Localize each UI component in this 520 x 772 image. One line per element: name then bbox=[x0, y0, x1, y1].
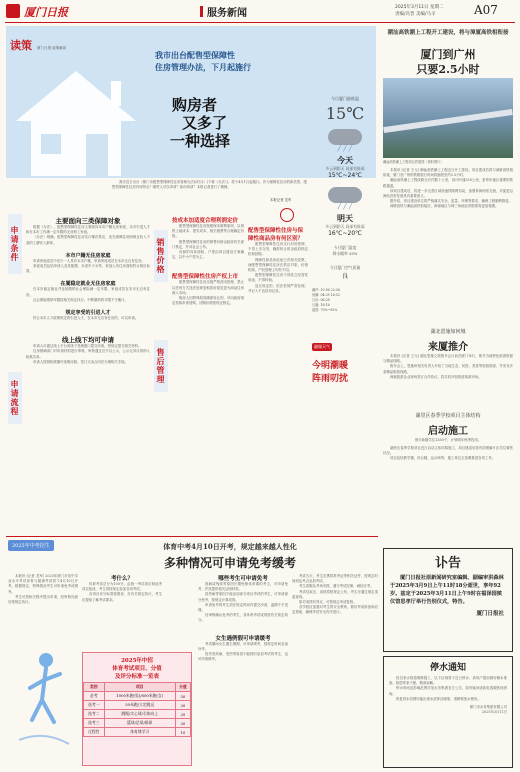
fa-1-title: 主要面向三类保障对象 bbox=[55, 217, 121, 225]
tomorrow-title: 明天 bbox=[337, 213, 353, 223]
exam-q2-text: 因病或残疾等原因长期免修体育课的考生，可申请免考，并须提供相关证明材料。 bbox=[198, 582, 288, 592]
feature-intro-text: 我市近日出台《厦门市配售型保障性住房管理办法(试行)》(下称《办法》)，将于4月1日起施行。作为保障性住房的新类型，配售型保障性住房有何特点？哪些人可以申请？如何申请？本报记者进行了梳理。 bbox=[112, 180, 307, 190]
spring-title: 来厦推介 bbox=[428, 342, 468, 353]
fa-5 bbox=[26, 335, 150, 365]
column-sub: 厦门日报·政策解读 bbox=[37, 46, 67, 50]
bridge-shape bbox=[383, 109, 513, 133]
table-row bbox=[84, 719, 191, 728]
table-title-3: 及评分标准一览表 bbox=[114, 674, 159, 680]
weather-table: 潮汐: 10:56 22:36 低潮: 04:35 16:52 日出: 06:28 日落: 18:16 湿度: 70%~95% bbox=[312, 288, 340, 312]
feature-headline-2: 又多了 bbox=[182, 114, 228, 132]
sa-2-body: 配售型保障性住房实行封闭管理，不得上市交易，确需转让的由政府指定机构回购。 保障性商品房此前已有相关政策，而配售型保障性住房在供应对象、价格机制、产权管理上均有不同。 配售型保障性住房不得设立经营性用途，不得转租。 违反规定的，依法依规严肃处理，并记入不良信用记录。 bbox=[248, 242, 308, 293]
table-cell: 选考一 bbox=[84, 701, 105, 710]
sa-1-body: 配售型保障性住房按照保本微利原则，以划拨土地成本、建安成本、相关税费等合理确定价格。 配售型保障性住房的销售价格由政府有关部门核定，并向社会公布。 房源的具体面积、户型由项目建设方案确定，以中小户型为主。 bbox=[172, 224, 244, 260]
obituary-signed: 厦门日报社 bbox=[476, 611, 504, 617]
sa-1-text: 配售型保障性住房按照保本微利原则，以划拨土地成本、建安成本、相关税费等合理确定价格。 bbox=[172, 224, 244, 239]
today-label: 今日厦门最低温 bbox=[331, 96, 359, 101]
exam-rule bbox=[6, 536, 378, 537]
exam-q1-text: 体育考试总分为100分，由统一考试项目和选考项目组成，考生须按规定参加各项考试。 bbox=[82, 582, 162, 592]
cloud-icon bbox=[328, 129, 362, 145]
water-body: 因自来水管道维修施工，以下区域将于近日停水，请用户提前做好储水准备。给您带来不便，敬请谅解。 停水时间及影响范围详见水务集团官方公告，如有疑问请致电客服热线咨询。 恢复供水初期可能出现水质浑浊现象，请稍候放水使用。 bbox=[389, 676, 507, 701]
sa-3-text: 配售型保障性住房实施严格封闭管理，禁止以任何方式违法违规变相将房屋变更为商品住房流入市场。 bbox=[172, 280, 244, 295]
editor-line: 责编/冯晋 美编/马羊 bbox=[395, 12, 436, 17]
table-header: 类别 bbox=[84, 683, 105, 692]
rain-icon: ╱ ╱ ╱ bbox=[337, 145, 353, 152]
fa-5-body: 申请人可通过线上平台或线下受理窗口提交申请，按规定提交相关材料。 住房保障部门对申请材料进行审核，审核通过后予以公示，公示无异议的纳入轮候名单。 申请人按照轮候顺序选购房源，签订买卖合同后办理相关手续。 bbox=[26, 344, 150, 364]
weather-tag-text: 融媒天气 bbox=[314, 344, 330, 349]
obituary-title: 讣告 bbox=[434, 556, 461, 571]
obituary-box bbox=[383, 548, 513, 652]
rail-headline-1: 厦门到广州 bbox=[420, 48, 476, 61]
feature-col-left bbox=[26, 216, 150, 365]
water-signed: 厦门市水务集团有限公司 bbox=[469, 705, 507, 710]
rail-caption: 潮汕高铁潮上工程开工建设，将与漳厦高铁相衔接 bbox=[387, 30, 509, 36]
date-line: 2025年3月11日 星期二 bbox=[395, 5, 444, 10]
fa-2-text: 申请家庭成员中至少一人具有本市户籍，申请家庭成员在本市无自有住房。 bbox=[33, 258, 145, 263]
fa-3-title: 在厦稳定就业无住房家庭 bbox=[60, 281, 116, 288]
clip-icon bbox=[280, 208, 294, 222]
fa-2-title: 本市户籍无住房家庭 bbox=[65, 252, 111, 259]
fa-1-text: 根据《办法》，配售型保障性住房主要面向本市户籍无房家庭、本市引进人才和在本市工作满一定年限的无房职工家庭。 bbox=[26, 225, 150, 235]
feature-col-right bbox=[248, 216, 308, 294]
table-cell: 50米跑/立定跳远 bbox=[104, 701, 175, 710]
fa-3-text: 在本市稳定就业并连续缴纳社会保险满一定年限，家庭成员在本市无自有住房。 bbox=[26, 287, 150, 297]
exam-q1: 考什么？ bbox=[110, 576, 133, 582]
fa-3 bbox=[26, 280, 150, 303]
water-body-text: 因自来水管道维修施工，以下区域将于近日停水，请用户提前做好储水准备。给您带来不便，敬请谅解。 bbox=[389, 676, 507, 686]
water-title: 停水通知 bbox=[429, 663, 466, 673]
spring-body-text: 本报讯 (记者 王元) 湖北恩施文旅推介会日前在厦门举行，推介当地特色旅游资源与精品线路。 bbox=[383, 354, 513, 364]
rain-label: 今日厦门湿度 bbox=[333, 245, 357, 250]
exam-col-4: 考试当天，考生应携带准考证等相关证件，按规定时间到达考点参加考试。 考生须服从考场安排，遵守考试纪律，诚信应考。 考试结束后，成绩将按规定公布，考生可通过指定渠道查询。 如对成绩有异议，可按规定申请复核。 各学校应加强对考生的安全教育，做好考前准备和应急预案，确保考试安全有序进行。 bbox=[292, 574, 378, 615]
exam-tag-text: 2025年中考招生 bbox=[12, 543, 50, 549]
water-box bbox=[383, 656, 513, 768]
exam-q1-body: 体育考试总分为100分，由统一考试项目和选考项目组成，考生须按规定参加各项考试。 各项目评分标准按照省、市有关规定执行，考生应提前了解考试要求。 bbox=[82, 582, 162, 602]
exam-intro: 本报讯 (记者 龙军) 2025年厦门市初中学业水平考试体育与健康考试将于4月10日开考。根据规定，特殊情况考生可申请免考或缓考。 考生可按相关程序提出申请，经审核同意后按规定执行。 bbox=[8, 574, 78, 605]
table-row bbox=[84, 692, 191, 701]
table-cell: 10 bbox=[175, 728, 190, 737]
feature-byline: 本报记者 龙军 bbox=[270, 198, 292, 202]
feature-col-mid bbox=[172, 216, 244, 306]
rail-body-text: 本报讯 (记者 王元) 潮汕高铁潮上工程近日开工建设。项目建成后将与漳厦高铁相衔接，厦门至广州的铁路旅行时间将缩短至约2.5小时。 bbox=[383, 168, 513, 178]
fa-1-body: 根据《办法》，配售型保障性住房主要面向本市户籍无房家庭、本市引进人才和在本市工作满一定年限的无房职工家庭。 《办法》明确，配售型保障性住房实行梯次供应，优先保障住房困难且收入不高的工薪收入群体。 bbox=[26, 225, 150, 245]
table-cell: 跳绳/实心球/引体向上 bbox=[104, 710, 175, 719]
table-cell: 必考 bbox=[84, 692, 105, 701]
exam-runner-illustration bbox=[14, 640, 74, 760]
sa-2-text: 配售型保障性住房实行封闭管理，不得上市交易，确需转让的由政府指定机构回购。 bbox=[248, 242, 308, 257]
fa-2-body: 申请家庭成员中至少一人具有本市户籍，申请家庭成员在本市无自有住房。 家庭成员包括申请人及其配偶、未成年子女等，家庭人均住房面积符合相应标准。 bbox=[26, 258, 150, 274]
school-title: 启动施工 bbox=[428, 426, 468, 437]
table-cell: 20 bbox=[175, 719, 190, 728]
today-range: 15℃~24℃ bbox=[328, 172, 362, 179]
table-cell: 1000米跑(男)/800米跑(女) bbox=[104, 692, 175, 701]
rain-icon-2: ╱ ╱ ╱ bbox=[337, 203, 353, 210]
fa-5-title: 线上线下均可申请 bbox=[62, 336, 114, 345]
cloud-icon-2 bbox=[328, 187, 362, 203]
rain-value: 降水概率 45% bbox=[332, 251, 358, 256]
fa-1 bbox=[26, 216, 150, 246]
rail-body: 本报讯 (记者 王元) 潮汕高铁潮上工程近日开工建设。项目建成后将与漳厦高铁相衔接，厦门至广州的铁路旅行时间将缩短至约2.5小时。 潮汕高铁潮上工程线路全长约数十公里，设计时速350公里，是粤东地区重要的铁路通道。 该项目建成后，将进一步完善区域高速铁路网布局，加强粤闽两省交流，对促进沿海经济带发展具有重要意义。 据介绍，项目建设单位将严格落实安全、质量、环保等要求，确保工程顺利推进。 漳厦高铁与潮汕高铁衔接后，闽南地区与珠三角地区的联系将更加便捷。 bbox=[383, 168, 513, 209]
table-header: 项目 bbox=[104, 683, 175, 692]
weather-feature-1: 今明潮暖 bbox=[312, 361, 349, 371]
school-body: 湖里区春季学校项目近日启动主体结构施工，项目建成后将有效缓解片区学位紧张状况。 项目包括教学楼、综合楼、运动场等，施工单位正加紧推进各项工作。 bbox=[383, 446, 513, 461]
feature-kicker-2: 住房管理办法，下月起施行 bbox=[155, 62, 251, 72]
table-cell: 选考三 bbox=[84, 719, 105, 728]
masthead-logo bbox=[6, 4, 20, 18]
tomorrow-range: 16℃~20℃ bbox=[328, 230, 362, 237]
table-cell: 20 bbox=[175, 701, 190, 710]
table-row bbox=[84, 710, 191, 719]
header-rule bbox=[5, 22, 515, 23]
weather-feature bbox=[312, 333, 378, 384]
table-cell: 20 bbox=[175, 710, 190, 719]
exam-table bbox=[83, 682, 191, 737]
table-cell: 30 bbox=[175, 692, 190, 701]
rail-photo bbox=[383, 78, 513, 158]
fa-4-text: 符合本市人才政策规定的引进人才，在本市无自有住房的，可以申请。 bbox=[33, 316, 139, 321]
sa-3-body: 配售型保障性住房实施严格封闭管理，禁止以任何方式违法违规变相将房屋变更为商品住房流入市场。 购房人因特殊原因确需转让的，可向政府指定机构申请回购，回购价格按规定核定。 bbox=[172, 280, 244, 306]
exam-q3-text: 考试期间女生遇生理期，可申请缓考，按规定时间参加补考。 bbox=[198, 641, 288, 651]
weather-column bbox=[312, 96, 378, 506]
fa-4-body bbox=[26, 316, 150, 321]
school-kicker: 湖里区春季学校项目主体结构 bbox=[415, 413, 481, 419]
column-badge bbox=[10, 34, 66, 53]
table-title-2: 体育考试项目、分值 bbox=[112, 666, 162, 672]
table-cell: 篮球/足球/排球 bbox=[104, 719, 175, 728]
spring-kicker: 湖北恩施如何城 bbox=[430, 329, 466, 335]
table-header: 分值 bbox=[175, 683, 190, 692]
feature-headline-1: 购房者 bbox=[172, 96, 218, 114]
school-sub: 预计新增学位1350个，计划明年秋季投用。 bbox=[414, 438, 482, 442]
water-date: 2025年3月11日 bbox=[481, 710, 507, 715]
label-sale: 销售价格 bbox=[154, 230, 168, 282]
weather-feature-2: 阵雨叨扰 bbox=[312, 374, 349, 384]
table-title-1: 2025年中招 bbox=[121, 658, 153, 664]
exam-intro-text: 本报讯 (记者 龙军) 2025年厦门市初中学业水平考试体育与健康考试将于4月10日开考。根据规定，特殊情况考生可申请免考或缓考。 bbox=[8, 574, 78, 594]
exam-q2: 哪些考生可申请免考 bbox=[218, 576, 268, 582]
feature-kicker-1: 我市出台配售型保障性 bbox=[155, 50, 235, 60]
spring-body: 本报讯 (记者 王元) 湖北恩施文旅推介会日前在厦门举行，推介当地特色旅游资源与精品线路。 推介会上，恩施州相关负责人介绍了当地生态、民俗、美食等旅游资源，并发布多条精品旅游线路。 两地旅游企业现场签订合作协议，将共同开拓旅游客源市场。 bbox=[383, 354, 513, 379]
exam-q2-body: 因病或残疾等原因长期免修体育课的考生，可申请免考，并须提供相关证明材料。 因伤病等原因不能参加部分项目考试的考生，可申请部分免考，按规定计算成绩。 申请免考的考生须在规定时间内提交申请，逾期不予受理。 经审核确认免考的考生，其体育考试成绩按有关规定给分。 bbox=[198, 582, 288, 623]
tomorrow-desc: 多云到阴天 局部有阵雨 bbox=[325, 224, 365, 229]
fa-5-text: 申请人可通过线上平台或线下受理窗口提交申请，按规定提交相关材料。 bbox=[33, 344, 142, 349]
column-name: 读策 bbox=[10, 39, 32, 52]
table-row bbox=[84, 701, 191, 710]
label-process: 申请流程 bbox=[8, 372, 22, 424]
today-temp: 15℃ bbox=[325, 104, 365, 123]
exam-headline: 多种情况可申请免考缓考 bbox=[163, 556, 296, 570]
aqi-label: 今日厦门空气质量 bbox=[329, 265, 361, 270]
exam-col-3 bbox=[198, 574, 288, 662]
table-cell: 选考二 bbox=[84, 710, 105, 719]
sa-2-title: 配售型保障性住房与保障性商品房有何区别？ bbox=[248, 228, 304, 242]
exam-col-2 bbox=[82, 574, 162, 603]
fa-3-body: 在本市稳定就业并连续缴纳社会保险满一定年限，家庭成员在本市无自有住房。 社会保险缴纳年限按相关规定执行，中断缴纳的年限不予累计。 bbox=[26, 287, 150, 302]
section-title: 服务新闻 bbox=[207, 8, 247, 19]
feature-headline-3: 一种选择 bbox=[170, 132, 231, 150]
fa-4 bbox=[26, 309, 150, 321]
table-cell: 过程性 bbox=[84, 728, 105, 737]
exam-q3: 女生遇例假可申请缓考 bbox=[215, 635, 271, 642]
exam-kicker: 体育中考4月10日开考，规定越来越人性化 bbox=[163, 542, 297, 551]
section-bar bbox=[200, 6, 203, 17]
sa-1-title: 按成本加适度合理利润定价 bbox=[172, 218, 239, 224]
today-title: 今天 bbox=[337, 155, 353, 165]
rail-headline-2: 只要2.5小时 bbox=[416, 63, 480, 76]
exam-table-box bbox=[82, 652, 192, 766]
label-after: 售后管理 bbox=[154, 340, 168, 392]
fa-2 bbox=[26, 252, 150, 275]
today-desc: 多云到阴天 局部有阵雨 bbox=[325, 166, 365, 171]
exam-tag bbox=[8, 540, 54, 551]
exam-q3-body: 考试期间女生遇生理期，可申请缓考，按规定时间参加补考。 因突发疾病、受伤等原因不能按时参加考试的考生，也可申请缓考。 bbox=[198, 641, 288, 662]
runner-icon bbox=[14, 640, 74, 760]
page-number: A07 bbox=[474, 3, 498, 17]
masthead-paper: 厦门日报 bbox=[24, 6, 68, 19]
rail-photo-caption: 潮汕高铁潮上工程项目效果图（资料图片） bbox=[383, 160, 444, 164]
feature-intro bbox=[112, 180, 307, 190]
table-row bbox=[84, 728, 191, 737]
fa-4-title: 规定享受的引进人才 bbox=[65, 310, 111, 317]
obituary-body: 厦门日报社原新闻研究室编辑、副编审洪森林于2025年3月9日上午11时18分逝世，享年92岁。兹定于2025年3月11日上午9时在福泽园殡仪馆思孝厅举行告别仪式，特告。 bbox=[390, 575, 504, 605]
label-apply: 申请条件 bbox=[8, 214, 22, 274]
sa-3-title: 配售型保障性住房产权上市 bbox=[172, 274, 239, 281]
weather-tag bbox=[312, 343, 332, 351]
aqi-value: 良 bbox=[341, 273, 348, 280]
table-cell: 体育课学习 bbox=[104, 728, 175, 737]
